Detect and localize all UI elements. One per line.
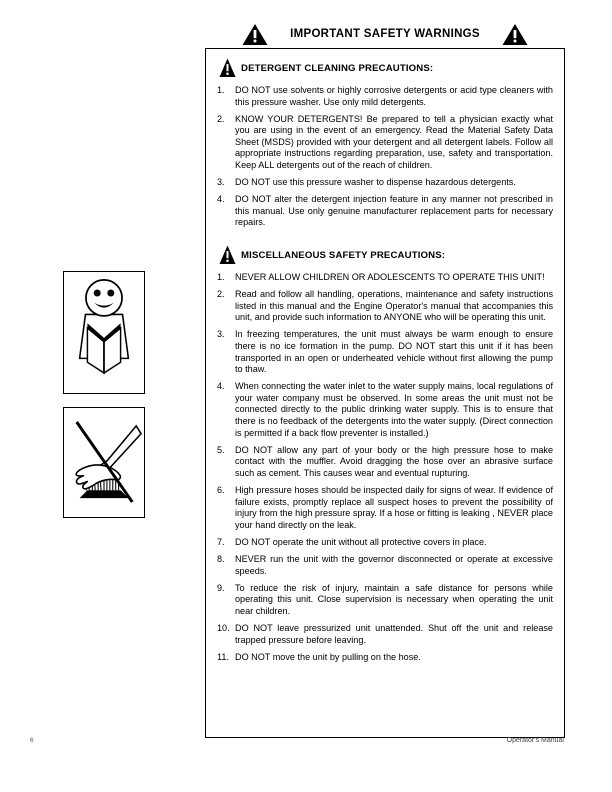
list-item	[215, 554, 553, 577]
footer-page-number: 6	[30, 737, 34, 744]
warning-triangle-icon	[219, 58, 236, 78]
page-title: IMPORTANT SAFETY WARNINGS	[290, 28, 480, 40]
no-open-flame-hand-illustration	[63, 407, 145, 518]
list-item	[215, 114, 553, 172]
list-item-number: 10.	[217, 622, 230, 633]
list-item-number: 11.	[217, 651, 229, 662]
list-item-number: 6.	[217, 485, 225, 496]
list-item-number: 7.	[217, 536, 225, 547]
list-item-text: DO NOT use this pressure washer to dispense hazardous detergents.	[235, 177, 516, 188]
list-item	[215, 289, 553, 324]
section-heading-label: DETERGENT CLEANING PRECAUTIONS:	[241, 62, 434, 74]
list-item-number: 9.	[217, 582, 225, 593]
list-item-text: DO NOT alter the detergent injection feature in any manner not prescribed in this manual. Use only genuine manufacturer replacement parts for necessary repairs.	[235, 194, 553, 228]
section-heading-detergent	[219, 58, 553, 78]
list-item-text: DO NOT operate the unit without all protective covers in place.	[235, 536, 487, 547]
page-header	[205, 18, 565, 50]
list-item-number: 8.	[217, 554, 225, 564]
list-item-number: 3.	[217, 177, 225, 188]
list-item-number: 4.	[217, 381, 225, 392]
list-item	[215, 272, 553, 284]
list-item-text: KNOW YOUR DETERGENTS! Be prepared to tell a physician exactly what you are using in the event of an emergency. Read the Material Safety Data Sheet (MSDS) provided with your detergent and all detergent labels. Follow all appropriate instructions regarding preparation, use, safety and transportation. Keep ALL detergents out of the reach of children.	[235, 113, 553, 171]
warning-triangle-icon	[219, 245, 236, 265]
list-item	[215, 329, 553, 375]
list-item-number: 2.	[217, 289, 225, 300]
list-item-text: DO NOT use solvents or highly corrosive detergents or acid type cleaners with this pressure washer. Use only mild detergents.	[235, 85, 553, 107]
list-item	[215, 381, 553, 439]
read-the-manual-illustration	[63, 271, 145, 394]
footer-manual-label: Operator's Manual	[506, 737, 564, 744]
list-item	[215, 583, 553, 618]
warning-triangle-icon	[242, 23, 268, 46]
list-item	[215, 445, 553, 480]
list-item	[215, 485, 553, 531]
section-heading-miscellaneous	[219, 245, 553, 265]
list-item-text: When connecting the water inlet to the water supply mains, local regulations of your water company must be observed. In some areas the unit must not be connected directly to the public drinking water supply. This is to ensure that there is no feedback of the detergents into the water supply. (Direct connection is permitted if a back flow preventer is installed.)	[235, 381, 553, 438]
list-item	[215, 652, 553, 664]
warning-triangle-icon	[502, 23, 528, 46]
list-item-number: 2.	[217, 113, 225, 124]
list-item-text: DO NOT move the unit by pulling on the hose.	[235, 651, 421, 662]
list-item-text: In freezing temperatures, the unit must always be warm enough to ensure there is no ice formation in the pump. DO NOT start this unit if it has been transported in an open or underheated vehicle without first allowing the pump to thaw.	[235, 329, 553, 375]
list-item-number: 5.	[217, 444, 225, 455]
list-item	[215, 177, 553, 189]
miscellaneous-precautions-list	[215, 272, 553, 663]
detergent-precautions-list	[215, 85, 553, 229]
list-item-number: 1.	[217, 85, 225, 95]
list-item-text: NEVER ALLOW CHILDREN OR ADOLESCENTS TO OPERATE THIS UNIT!	[235, 272, 545, 283]
list-item	[215, 194, 553, 229]
list-item-text: DO NOT leave pressurized unit unattended. Shut off the unit and release trapped pressure before leaving.	[235, 622, 553, 645]
list-item-text: NEVER run the unit with the governor disconnected or operate at excessive speeds.	[235, 554, 553, 576]
list-item-number: 4.	[217, 194, 225, 205]
list-item-text: DO NOT allow any part of your body or the high pressure hose to make contact with the muffler. Avoid dragging the hose over an abrasive surface such as cement. This causes wear and eventual rupturing.	[235, 444, 553, 478]
list-item-number: 1.	[217, 272, 225, 283]
list-item	[215, 623, 553, 646]
list-item	[215, 537, 553, 549]
list-item-number: 3.	[217, 329, 225, 340]
list-item-text: To reduce the risk of injury, maintain a safe distance for persons while operating this unit. Close supervision is necessary when operating the unit near children.	[235, 582, 553, 616]
safety-warnings-panel	[205, 48, 565, 738]
list-item	[215, 85, 553, 108]
section-heading-label: MISCELLANEOUS SAFETY PRECAUTIONS:	[241, 249, 446, 261]
list-item-text: Read and follow all handling, operations, maintenance and safety instructions listed in this manual and the Engine Operator's manual that accompanies this unit, and provide such information to ANYONE who will be operating this unit.	[235, 289, 553, 323]
list-item-text: High pressure hoses should be inspected daily for signs of wear. If evidence of failure exists, promptly replace all suspect hoses to prevent the possibility of injury from the high pressure spray. If a hose or fitting is leaking , NEVER place your hand directly on the leak.	[235, 485, 553, 530]
